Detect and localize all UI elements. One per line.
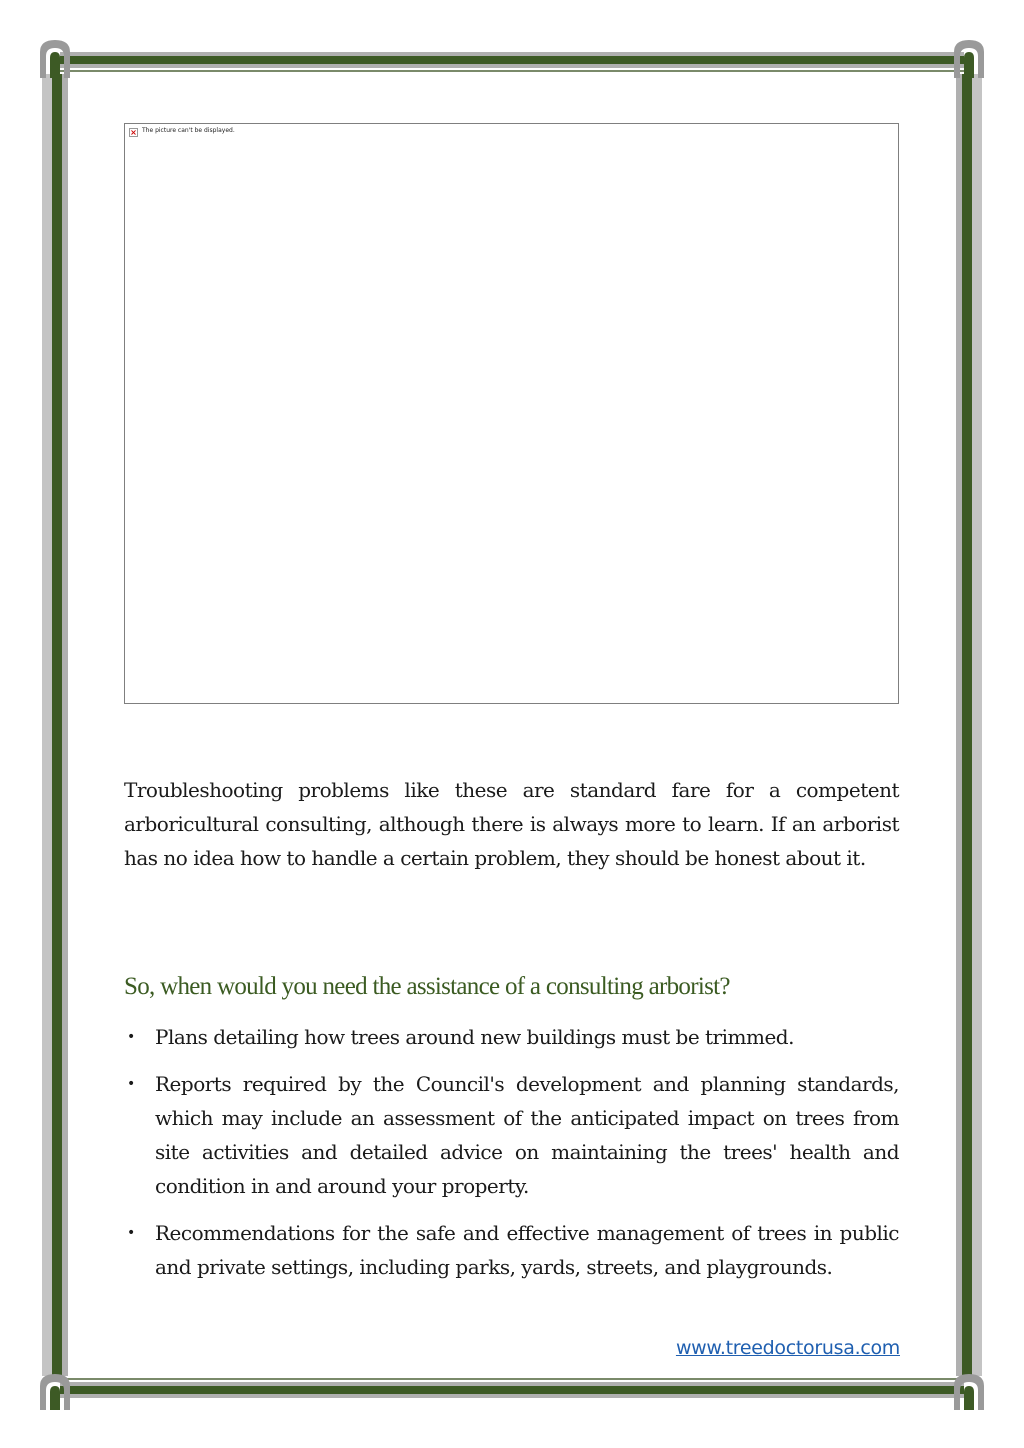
list-item-text: Recommendations for the safe and effective management of trees in public and private settings, including parks, yards, streets, and playgrounds. [155, 1221, 899, 1279]
corner-top-right [954, 40, 984, 78]
border-top-bar [60, 52, 964, 72]
list-item [124, 1067, 899, 1203]
corner-bottom-right [954, 1374, 984, 1410]
body-paragraph: Troubleshooting problems like these are standard fare for a competent arboricultural consulting, although there is always more to learn. If an arborist has no idea how to handle a certain problem, they should be honest about it. [124, 778, 899, 870]
corner-top-left [40, 40, 70, 78]
list-item [124, 1216, 899, 1284]
border-bottom-bar [60, 1378, 964, 1398]
bullet-icon: • [127, 1225, 135, 1241]
corner-bottom-left [40, 1374, 70, 1410]
list-item-text: Plans detailing how trees around new buildings must be trimmed. [155, 1025, 794, 1049]
bullet-list [124, 1020, 899, 1297]
broken-image-icon: × [130, 128, 137, 137]
website-link[interactable]: www.treedoctorusa.com [675, 1337, 900, 1359]
border-right-column [956, 74, 982, 1376]
bullet-icon: • [127, 1076, 135, 1092]
border-left-column [42, 74, 68, 1376]
list-item [124, 1020, 899, 1054]
bullet-icon: • [127, 1029, 135, 1045]
section-heading: So, when would you need the assistance of a consulting arborist? [124, 973, 730, 1000]
broken-image-placeholder [124, 123, 899, 704]
list-item-text: Reports required by the Council's development and planning standards, which may include an assessment of the anticipated impact on trees from site activities and detailed advice on maintaining the trees' health and condition in and around your property. [155, 1072, 899, 1198]
broken-image-message: The picture can't be displayed. [142, 127, 235, 134]
